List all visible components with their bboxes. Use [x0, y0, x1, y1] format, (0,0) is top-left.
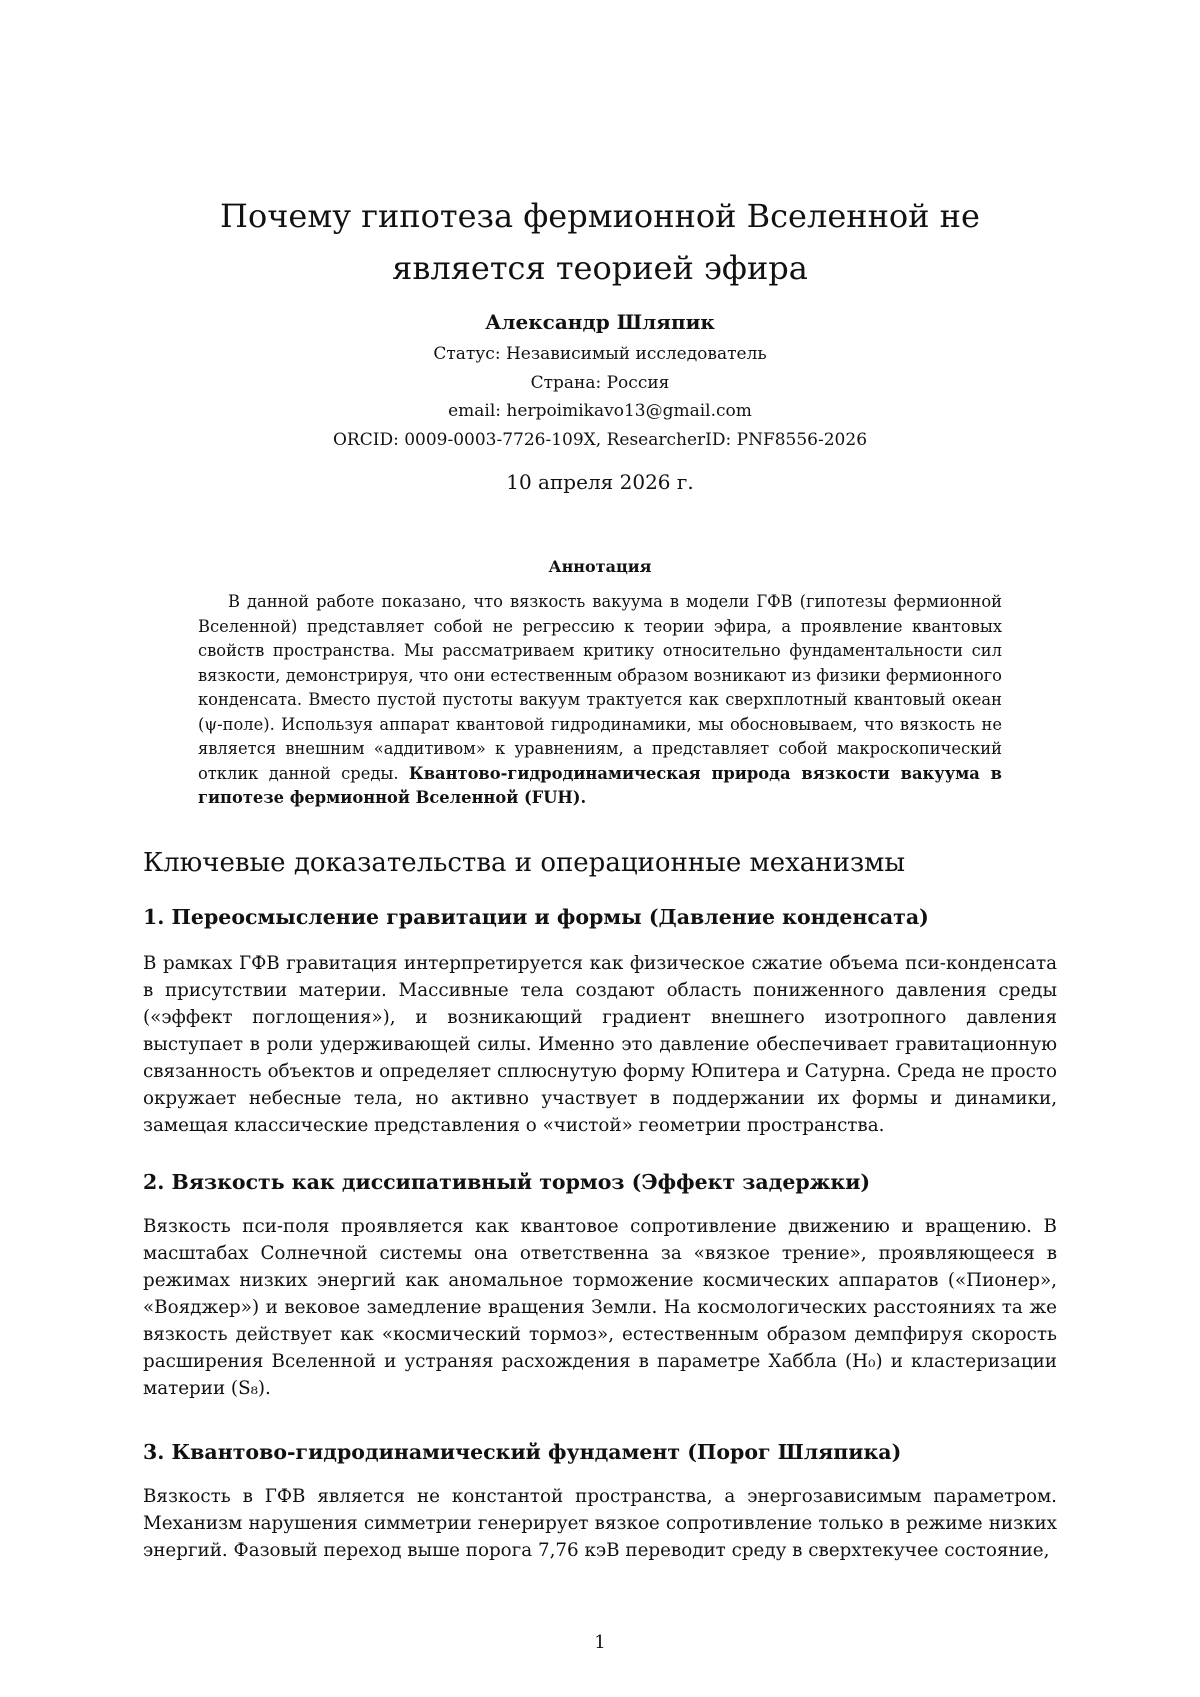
paper-date: 10 апреля 2026 г. — [506, 470, 694, 494]
abstract-text — [198, 590, 1002, 811]
section-title: Ключевые доказательства и операционные механизмы — [143, 848, 906, 878]
author-meta — [150, 340, 1050, 454]
author-ids: ORCID: 0009-0003-7726-109X, ResearcherID: PNF8556-2026 — [332, 429, 868, 450]
subsection-text-3: Вязкость в ГФВ является не константой пространства, а энергозависимым параметром. Механизм нарушения симметрии генерирует вязкое сопротивление только в режиме низких энергий. Фазовый переход выше порога 7,76 кэВ переводит среду в сверхтекучее состояние, — [143, 1486, 1057, 1561]
author-email: email: herpoimikavo13@gmail.com — [448, 401, 752, 421]
abstract-body: В данной работе показано, что вязкость вакуума в модели ГФВ (гипотезы фермионной Вселенной) представляет собой не регрессию к теории эфира, а проявление квантовых свойств пространства. Мы рассматриваем критику относительно фундаментальности сил вязкости, демонстрируя, что они естественным образом возникают из физики фермионного конденсата. Вместо пустой пустоты вакуум трактуется как сверхплотный квантовый океан (ψ-поле). Используя аппарат квантовой гидродинамики, мы обосновываем, что вязкость не является внешним «аддитивом» к уравнениям, а представляет собой макроскопический отклик данной среды. — [198, 592, 1002, 783]
author-country: Страна: Россия — [530, 372, 670, 393]
subsection-heading-2: 2. Вязкость как диссипативный тормоз (Эффект задержки) — [143, 1170, 871, 1194]
abstract-bold: Квантово-гидродинамическая природа вязкости вакуума в гипотезе фермионной Вселенной (FUH). — [198, 763, 1002, 807]
subsection-heading-1: 1. Переосмысление гравитации и формы (Давление конденсата) — [143, 905, 929, 929]
subsection-text-1: В рамках ГФВ гравитация интерпретируется как физическое сжатие объема пси-конденсата в присутствии материи. Массивные тела создают область пониженного давления среды («эффект поглощения»), и возникающий градиент внешнего изотропного давления выступает в роли удерживающей силы. Именно это давление обеспечивает гравитационную связанность объектов и определяет сплюснутую форму Юпитера и Сатурна. Среда не просто окружает небесные тела, но активно участвует в поддержании их формы и динамики, замещая классические представления о «чистой» геометрии пространства. — [143, 953, 1057, 1136]
author-status: Статус: Независимый исследователь — [433, 344, 767, 364]
page-number: 1 — [594, 1632, 606, 1653]
author-name: Александр Шляпик — [485, 310, 715, 334]
subsection-heading-3: 3. Квантово-гидродинамический фундамент (Порог Шляпика) — [143, 1440, 902, 1464]
abstract-heading: Аннотация — [548, 557, 652, 576]
paper-title: Почему гипотеза фермионной Вселенной не является теорией эфира — [220, 197, 980, 287]
subsection-text-2: Вязкость пси-поля проявляется как квантовое сопротивление движению и вращению. В масштабах Солнечной системы она ответственна за «вязкое трение», проявляющееся в режимах низких энергий как аномальное торможение космических аппаратов («Пионер», «Вояджер») и вековое замедление вращения Земли. На космологических расстояниях та же вязкость действует как «космический тормоз», естественным образом демпфируя скорость расширения Вселенной и устраняя расхождения в параметре Хаббла (H₀) и кластеризации материи (S₈). — [143, 1216, 1057, 1399]
